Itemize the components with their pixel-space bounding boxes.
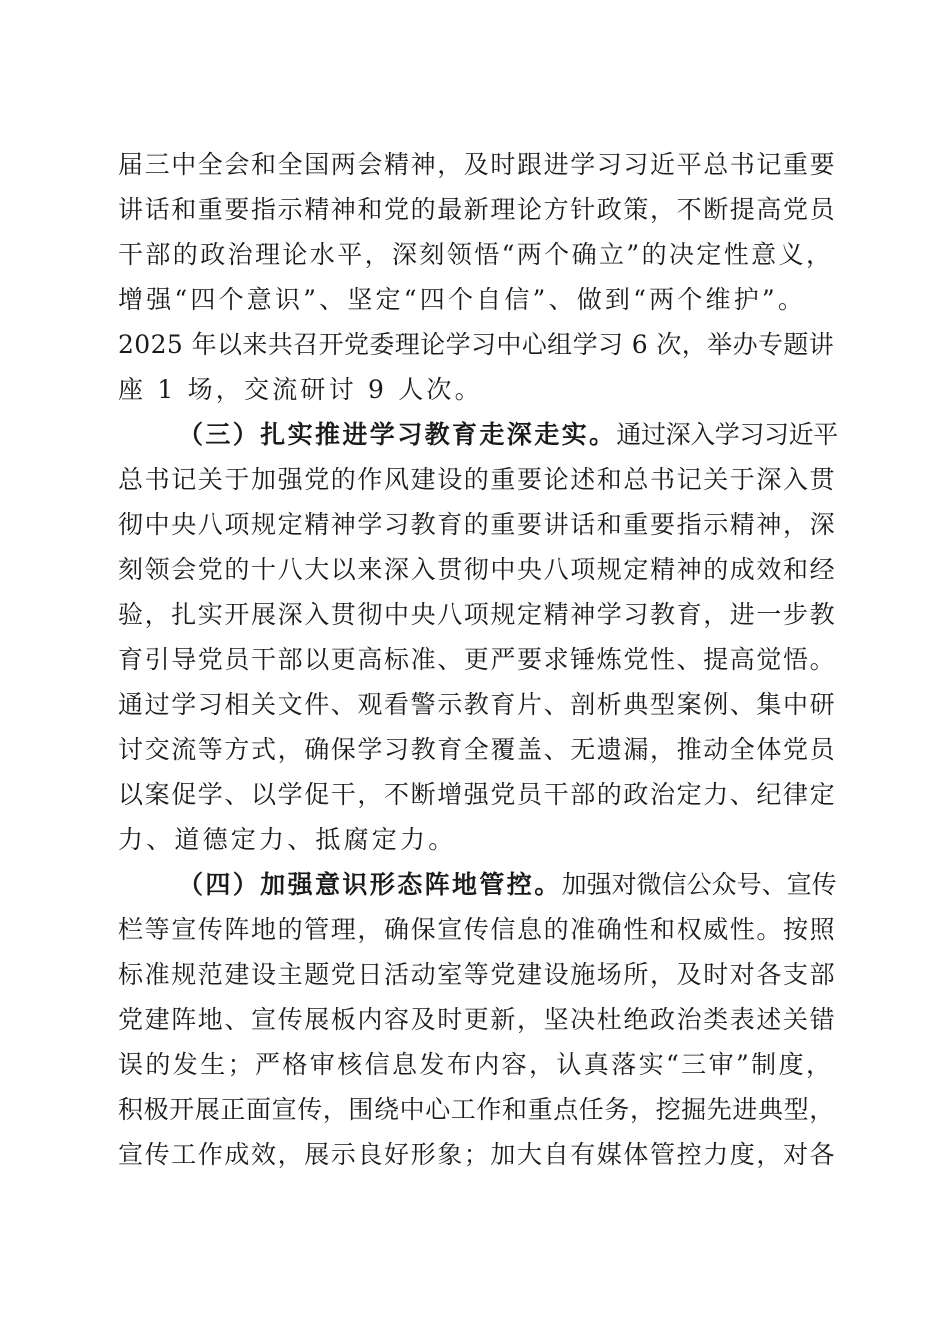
body-text-line: 届三中全会和全国两会精神，及时跟进学习习近平总书记重要 bbox=[118, 150, 837, 179]
section-3-first-line-text: 通过深入学习习近平 bbox=[616, 420, 838, 449]
body-text-line: 验，扎实开展深入贯彻中央八项规定精神学习教育，进一步教 bbox=[118, 600, 837, 629]
body-text-line: 标准规范建设主题党日活动室等党建设施场所，及时对各支部 bbox=[118, 960, 837, 989]
section-4-heading: （四）加强意识形态阵地管控。 bbox=[178, 870, 562, 899]
body-text-line: 宣传工作成效，展示良好形象；加大自有媒体管控力度，对各 bbox=[118, 1140, 837, 1169]
body-text-line: 总书记关于加强党的作风建设的重要论述和总书记关于深入贯 bbox=[118, 465, 837, 494]
body-text-line: 育引导党员干部以更高标准、更严要求锤炼党性、提高觉悟。 bbox=[118, 645, 837, 674]
section-3-first-line bbox=[178, 420, 838, 450]
body-text-line: 以案促学、以学促干，不断增强党员干部的政治定力、纪律定 bbox=[118, 780, 837, 809]
body-text-line: 积极开展正面宣传，围绕中心工作和重点任务，挖掘先进典型， bbox=[118, 1095, 835, 1124]
body-text-line: 刻领会党的十八大以来深入贯彻中央八项规定精神的成效和经 bbox=[118, 555, 837, 584]
body-text-line: 讲话和重要指示精神和党的最新理论方针政策，不断提高党员 bbox=[118, 195, 837, 224]
body-text-line: 通过学习相关文件、观看警示教育片、剖析典型案例、集中研 bbox=[118, 690, 837, 719]
body-text-line: 彻中央八项规定精神学习教育的重要讲话和重要指示精神，深 bbox=[118, 510, 837, 539]
body-text-line: 增强“四个意识”、坚定“四个自信”、做到“两个维护”。 bbox=[118, 285, 807, 314]
section-3-heading: （三）扎实推进学习教育走深走实。 bbox=[178, 420, 617, 449]
body-text-line: 2025 年以来共召开党委理论学习中心组学习 6 次，举办专题讲 bbox=[118, 330, 835, 359]
body-text-line: 讨交流等方式，确保学习教育全覆盖、无遗漏，推动全体党员 bbox=[118, 735, 837, 764]
body-text-line: 力、道德定力、抵腐定力。 bbox=[118, 825, 457, 854]
body-text-line: 栏等宣传阵地的管理，确保宣传信息的准确性和权威性。按照 bbox=[118, 915, 837, 944]
section-4-first-line-text: 加强对微信公众号、宣传 bbox=[561, 870, 837, 899]
body-text-line: 座 1 场，交流研讨 9 人次。 bbox=[118, 375, 483, 404]
body-text-line: 误的发生；严格审核信息发布内容，认真落实“三审”制度， bbox=[118, 1050, 834, 1079]
body-text-line: 党建阵地、宣传展板内容及时更新，坚决杜绝政治类表述关错 bbox=[118, 1005, 837, 1034]
body-text-line: 干部的政治理论水平，深刻领悟“两个确立”的决定性意义， bbox=[118, 240, 834, 269]
section-4-first-line bbox=[178, 870, 838, 900]
